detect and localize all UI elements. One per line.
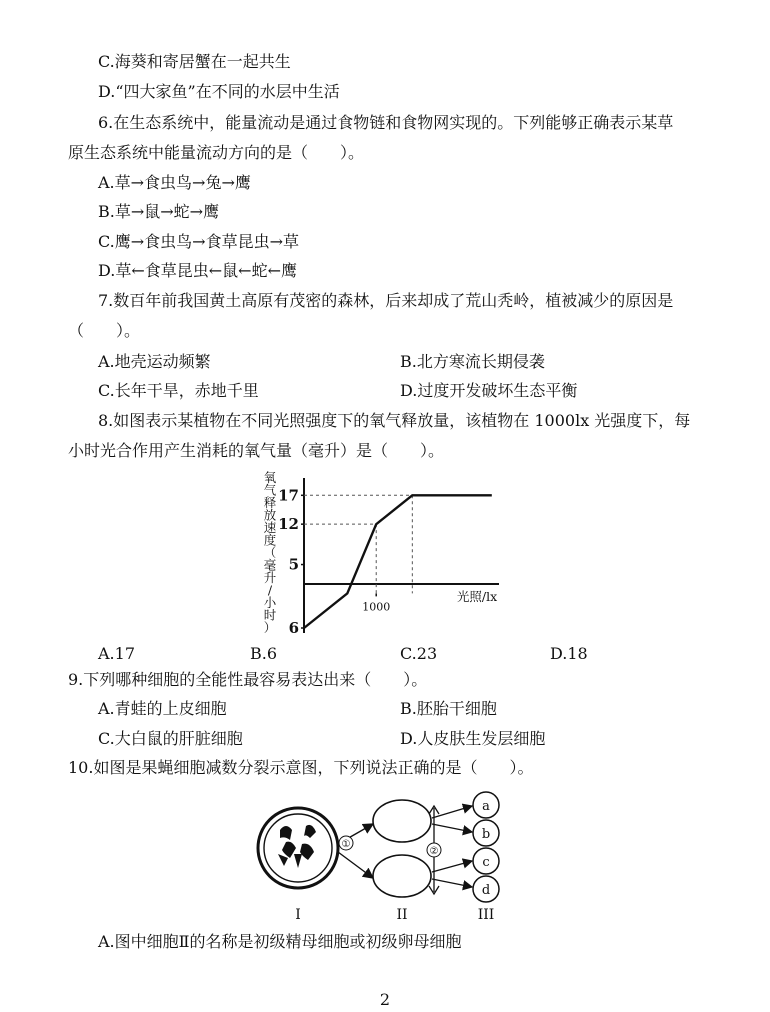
q6-stem-line1: 6.在生态系统中，能量流动是通过食物链和食物网实现的。下列能够正确表示某草: [98, 113, 674, 132]
q9-option-c: C.大白鼠的肝脏细胞: [98, 729, 243, 748]
stage-label-I: I: [295, 907, 301, 923]
cell-II-lower: [373, 855, 431, 897]
page-number: 2: [379, 990, 391, 1009]
y-axis-label-char: 度: [263, 532, 277, 548]
q8-option-d: D.18: [550, 644, 588, 663]
q5-option-c: C.海葵和寄居蟹在一起共生: [98, 52, 291, 71]
cell-c-label: c: [482, 855, 490, 870]
q8-stem-line1: 8.如图表示某植物在不同光照强度下的氧气释放量，该植物在 1000lx 光强度下，每: [98, 411, 691, 430]
q6-option-c: C.鹰→食虫鸟→食草昆虫→草: [98, 232, 299, 251]
cell-I: [258, 808, 338, 888]
q8-option-c: C.23: [400, 644, 438, 663]
q9-option-d: D.人皮肤生发层细胞: [400, 729, 546, 748]
oxygen-release-chart: [255, 468, 515, 638]
q7-option-b: B.北方寒流长期侵袭: [400, 352, 545, 371]
q7-stem-line1: 7.数百年前我国黄土高原有茂密的森林，后来却成了荒山秃岭，植被减少的原因是: [98, 291, 674, 310]
q9-stem: 9.下列哪种细胞的全能性最容易表达出来（ ）。: [68, 670, 428, 689]
y-axis-label-char: 放: [263, 507, 277, 523]
x-tick-label: 1000: [362, 600, 391, 614]
cell-b-label: b: [481, 827, 491, 842]
step-1-label: ①: [341, 839, 351, 850]
q7-option-a: A.地壳运动频繁: [98, 352, 211, 371]
q6-option-d: D.草←食草昆虫←鼠←蛇←鹰: [98, 261, 297, 280]
y-axis-label-char: /: [267, 582, 273, 598]
stage-label-II: II: [396, 907, 408, 923]
step-2-label: ②: [429, 846, 439, 857]
q8-option-b: B.6: [250, 644, 278, 663]
q6-stem-line2: 原生态系统中能量流动方向的是（ ）。: [68, 143, 365, 162]
q10-option-a: A.图中细胞Ⅱ的名称是初级精母细胞或初级卵母细胞: [98, 932, 462, 951]
q8-stem-line2: 小时光合作用产生消耗的氧气量（毫升）是（ ）。: [68, 441, 445, 460]
y-axis-label-char: 气: [263, 482, 277, 498]
q6-option-b: B.草→鼠→蛇→鹰: [98, 202, 220, 221]
y-axis-label-char: 毫: [263, 557, 277, 573]
y-axis-label-char: 小: [263, 595, 277, 610]
q7-stem-line2: （ ）。: [68, 321, 141, 340]
q9-option-b: B.胚胎干细胞: [400, 699, 497, 718]
q5-option-d: D.“四大家鱼”在不同的水层中生活: [98, 82, 340, 101]
y-axis-label-char: （: [263, 545, 277, 560]
cell-a-label: a: [482, 799, 490, 814]
q10-stem: 10.如图是果蝇细胞减数分裂示意图，下列说法正确的是（ ）。: [68, 758, 534, 777]
meiosis-diagram: [250, 788, 515, 928]
y-axis-label-char: 时: [263, 607, 277, 623]
y-tick-label: 6: [288, 619, 299, 637]
q6-option-a: A.草→食虫鸟→兔→鹰: [98, 173, 251, 192]
chromosomes: [278, 825, 316, 868]
q8-option-a: A.17: [98, 644, 135, 663]
y-tick-label: 5: [288, 555, 299, 574]
y-axis-label-char: ）: [263, 620, 277, 635]
q9-option-a: A.青蛙的上皮细胞: [98, 699, 227, 718]
y-tick-label: 17: [278, 486, 299, 505]
x-axis-label: 光照/lx: [456, 589, 498, 604]
cell-II-upper: [373, 800, 431, 842]
y-axis-label-char: 速: [263, 520, 277, 535]
y-axis-label: [264, 470, 277, 635]
y-axis-label-char: 氧: [263, 470, 277, 485]
series-line: [304, 495, 492, 628]
y-axis-label-char: 升: [263, 570, 277, 585]
stage-label-III: III: [477, 907, 495, 923]
q7-option-d: D.过度开发破坏生态平衡: [400, 381, 578, 400]
y-axis-label-char: 释: [263, 495, 277, 510]
y-tick-label: 12: [278, 515, 299, 534]
q7-option-c: C.长年干旱，赤地千里: [98, 381, 259, 400]
cell-d-label: d: [481, 883, 491, 898]
